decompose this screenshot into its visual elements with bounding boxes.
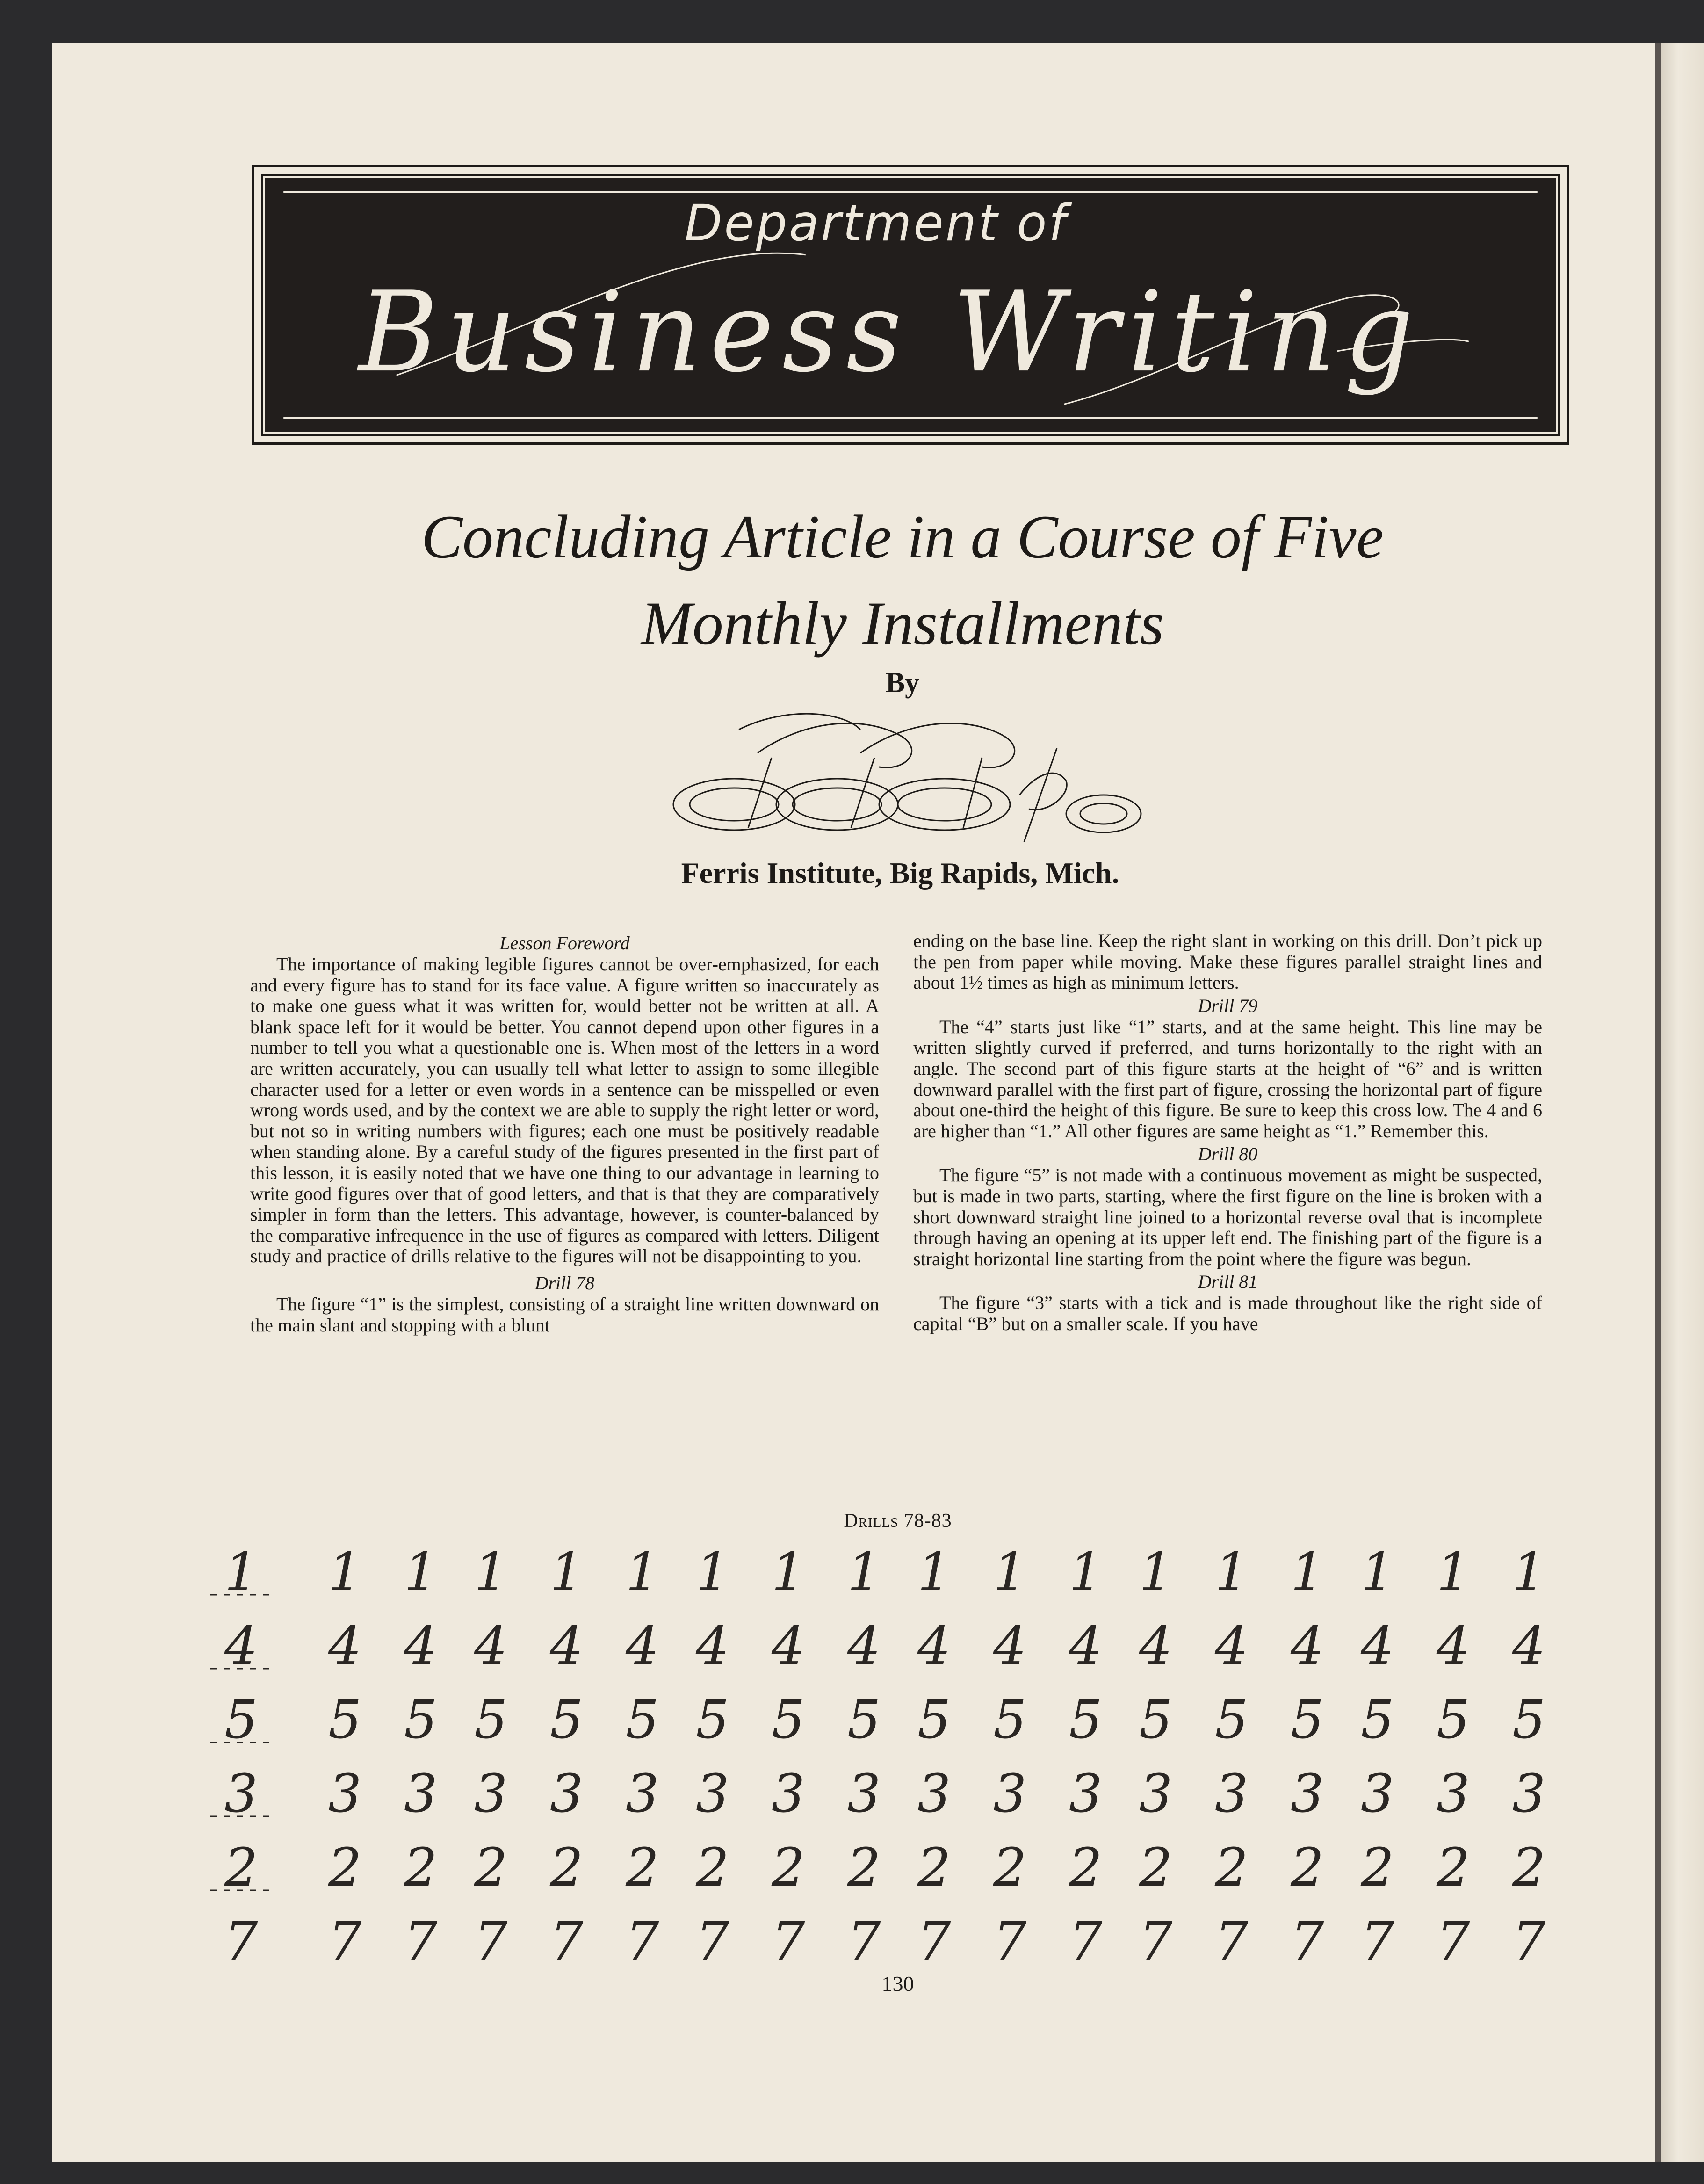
drill-figure: 4 [847, 1616, 881, 1677]
drill-figure: 1 [224, 1542, 258, 1603]
drill-figure: 7 [1139, 1911, 1173, 1960]
drill-figure: 3 [917, 1764, 951, 1824]
drill-figure: 7 [550, 1911, 584, 1960]
drill-figure: 1 [917, 1542, 951, 1603]
drill-figure: 4 [626, 1616, 659, 1677]
title-line2: Monthly Installments [641, 589, 1164, 658]
drill-figure: 5 [626, 1690, 659, 1750]
drill-figure: 3 [1512, 1764, 1546, 1824]
drill81-text: The figure “3” starts with a tick and is made throughout like the right side of capital “B” but on a smaller scale. If you have [913, 1292, 1542, 1334]
drill-figure: 3 [1437, 1764, 1470, 1824]
drill-figure: 4 [474, 1616, 508, 1677]
drill-figure: 7 [1215, 1911, 1249, 1960]
drill-figure: 2 [696, 1837, 729, 1898]
article-column-right [913, 931, 1542, 1335]
drill-figure: 4 [917, 1616, 951, 1677]
drills-caption: Drills 78-83 [844, 1510, 952, 1532]
drill-figure: 3 [328, 1764, 362, 1824]
drill-figure: 4 [1069, 1616, 1103, 1677]
drill-figure: 1 [1139, 1542, 1173, 1603]
drill-figure: 2 [328, 1837, 362, 1898]
drill-figure: 2 [1069, 1837, 1103, 1898]
drill-figure: 1 [626, 1542, 659, 1603]
drill-figure: 1 [404, 1542, 438, 1603]
drill-figure: 7 [1291, 1911, 1324, 1960]
page-edge [1661, 43, 1704, 2162]
drill-figure: 5 [1139, 1690, 1173, 1750]
title-line1: Concluding Article in a Course of Five [421, 502, 1384, 571]
drill-figure: 2 [917, 1837, 951, 1898]
drill-figure: 7 [1361, 1911, 1394, 1960]
drill-figure: 7 [772, 1911, 805, 1960]
drill-figure: 4 [550, 1616, 584, 1677]
drill-figure: 2 [1437, 1837, 1470, 1898]
drill-figure: 2 [1361, 1837, 1394, 1898]
drill-figure: 4 [1215, 1616, 1249, 1677]
drill-figure: 7 [328, 1911, 362, 1960]
drill-figure: 7 [474, 1911, 508, 1960]
drill-figure: 3 [1069, 1764, 1103, 1824]
drill-figure: 1 [772, 1542, 805, 1603]
drill-figure: 7 [626, 1911, 659, 1960]
drill-figure: 1 [1291, 1542, 1324, 1603]
drill-figure: 4 [1437, 1616, 1470, 1677]
drill-figure: 3 [1139, 1764, 1173, 1824]
drill-figure: 5 [917, 1690, 951, 1750]
drill-figure: 3 [224, 1764, 258, 1824]
drill-figure: 3 [550, 1764, 584, 1824]
drill-figure: 3 [847, 1764, 881, 1824]
drill-figure: 3 [1291, 1764, 1324, 1824]
drill-figure: 7 [917, 1911, 951, 1960]
drill81-heading: Drill 81 [1198, 1271, 1258, 1293]
banner-line2: Business Writing [358, 268, 1422, 397]
foreword-heading: Lesson Foreword [499, 933, 630, 954]
drill-figure: 1 [1437, 1542, 1470, 1603]
drill80-text: The figure “5” is not made with a continuous movement as might be suspected, but is made in two parts, starting, where the first figure on the line is broken with a short downward straight line joined to a horizontal reverse oval that is incomplete through having an opening at its upper left end. The finishing part of the figure is a straight horizontal line starting from the point where the figure was begun. [913, 1164, 1542, 1269]
drill78-heading: Drill 78 [534, 1272, 595, 1294]
drill-figure: 2 [772, 1837, 805, 1898]
drill-figure: 5 [1291, 1690, 1324, 1750]
drill-figure: 2 [1215, 1837, 1249, 1898]
drill-figure: 1 [993, 1542, 1027, 1603]
drill-figure: 5 [847, 1690, 881, 1750]
drill-figure: 1 [1215, 1542, 1249, 1603]
drill-figure: 5 [328, 1690, 362, 1750]
drill-figure: 2 [550, 1837, 584, 1898]
article-column-left [250, 931, 879, 1336]
drill-figure: 7 [993, 1911, 1027, 1960]
drill-figure: 3 [696, 1764, 729, 1824]
drill-figure: 1 [1512, 1542, 1546, 1603]
drill-figure: 5 [696, 1690, 729, 1750]
drill-figure: 1 [1069, 1542, 1103, 1603]
drill-figure: 1 [474, 1542, 508, 1603]
drill-figure: 5 [772, 1690, 805, 1750]
drill-figure: 1 [328, 1542, 362, 1603]
author-signature [664, 701, 1155, 846]
author-affiliation: Ferris Institute, Big Rapids, Mich. [681, 856, 1119, 890]
drill-figure: 5 [550, 1690, 584, 1750]
drill-figure: 5 [1361, 1690, 1394, 1750]
drill-figure: 4 [696, 1616, 729, 1677]
drill-figure: 3 [404, 1764, 438, 1824]
banner-line1: Department of [684, 194, 1068, 253]
drill-figure: 7 [847, 1911, 881, 1960]
drill-figure: 4 [224, 1616, 258, 1677]
drill-figure: 7 [1437, 1911, 1470, 1960]
drill-figure: 3 [772, 1764, 805, 1824]
drill-figure: 5 [404, 1690, 438, 1750]
drill78-continued: ending on the base line. Keep the right slant in working on this drill. Don’t pick up the pen from paper while moving. Make these figures parallel straight lines and about 1½ times as high as minimum letters. [913, 930, 1542, 993]
drill-figure: 4 [1291, 1616, 1324, 1677]
drill-figure: 1 [1361, 1542, 1394, 1603]
drill-figure: 2 [626, 1837, 659, 1898]
drill-figure: 4 [328, 1616, 362, 1677]
byline: By [885, 667, 920, 699]
drill-figure: 4 [772, 1616, 805, 1677]
drill-figure: 1 [550, 1542, 584, 1603]
drill79-heading: Drill 79 [1198, 995, 1258, 1016]
drill-figure: 4 [993, 1616, 1027, 1677]
drill-figure: 5 [224, 1690, 258, 1750]
drill-figure: 4 [1361, 1616, 1394, 1677]
drill-figure: 2 [474, 1837, 508, 1898]
drill-figure: 2 [847, 1837, 881, 1898]
drill-figure: 2 [404, 1837, 438, 1898]
drill-figure: 7 [224, 1911, 258, 1960]
foreword-text: The importance of making legible figures cannot be over-emphasized, for each and every figure has to stand for its face value. A figure written so inaccurately as to make one guess what it was written for, would better not be written at all. A blank space left for it would be better. You cannot depend upon other figures in a number to tell you what a questionable one is. When most of the letters in a word are written accurately, you can usually tell what letter to assign to some illegible character used for a letter or even words in a sentence can be misspelled or even wrong words used, and by the context we are able to supply the right letter or word, but not so in writing numbers with figures; each one must be positively readable when standing alone. By a careful study of the figures presented in the first part of this lesson, it is easily noted that we have one thing to our advantage in learning to write good figures over that of good letters, and that is that they are comparatively simpler in form than the letters. This advantage, however, is counter-balanced by the comparative infrequence in the use of figures as compared with letters. Diligent study and practice of drills relative to the figures will not be disappointing to you. [250, 954, 879, 1267]
drill-figure: 5 [993, 1690, 1027, 1750]
drills-practice-figures [206, 1539, 1618, 1960]
drill-figure: 1 [696, 1542, 729, 1603]
drill-figure: 2 [1512, 1837, 1546, 1898]
drill-figure: 5 [474, 1690, 508, 1750]
banner-lettering [265, 178, 1556, 432]
drill80-heading: Drill 80 [1198, 1143, 1258, 1165]
drill-figure: 2 [993, 1837, 1027, 1898]
drill-figure: 7 [404, 1911, 438, 1960]
drill79-text: The “4” starts just like “1” starts, and at the same height. This line may be written slightly curved if preferred, and turns horizontally to the right with an angle. The second part of this figure starts at the height of “6” and is written downward parallel with the first part of figure, crossing the horizontal part of figure about one-third the height of this figure. Be sure to keep this cross low. The 4 and 6 are higher than “1.” All other figures are same height as “1.” Remember this. [913, 1016, 1542, 1142]
drill-figure: 3 [1361, 1764, 1394, 1824]
drill-figure: 2 [1291, 1837, 1324, 1898]
drill78-text: The figure “1” is the simplest, consisting of a straight line written downward on the main slant and stopping with a blunt [250, 1293, 879, 1336]
drill-figure: 5 [1512, 1690, 1546, 1750]
drill-figure: 4 [404, 1616, 438, 1677]
drill-figure: 2 [1139, 1837, 1173, 1898]
drill-figure: 5 [1215, 1690, 1249, 1750]
article-title [187, 493, 1618, 666]
drill-figure: 5 [1069, 1690, 1103, 1750]
drill-figure: 3 [474, 1764, 508, 1824]
drill-figure: 3 [626, 1764, 659, 1824]
drill-figure: 5 [1437, 1690, 1470, 1750]
drill-figure: 4 [1512, 1616, 1546, 1677]
department-banner [252, 165, 1569, 445]
drill-figure: 1 [847, 1542, 881, 1603]
drill-figure: 4 [1139, 1616, 1173, 1677]
drill-figure: 7 [696, 1911, 729, 1960]
banner-panel [265, 178, 1556, 432]
page-number: 130 [881, 1972, 914, 1996]
drill-figure: 7 [1069, 1911, 1103, 1960]
drill-figure: 3 [993, 1764, 1027, 1824]
drill-figure: 3 [1215, 1764, 1249, 1824]
drill-figure: 2 [224, 1837, 258, 1898]
drill-figure: 7 [1512, 1911, 1546, 1960]
